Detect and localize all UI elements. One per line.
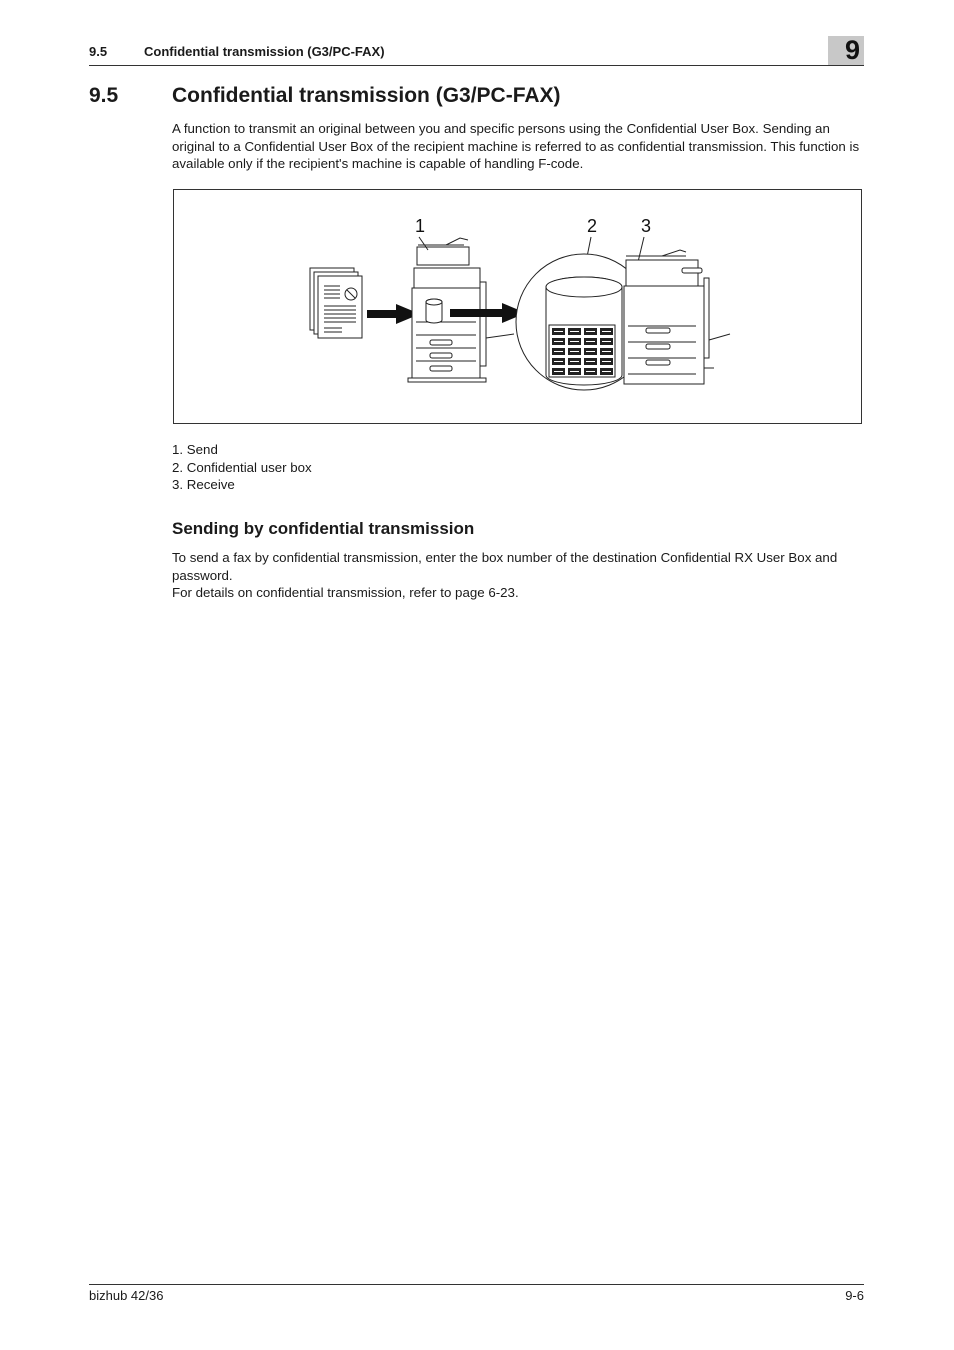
- chapter-number: 9: [844, 35, 860, 65]
- figure-legend: [172, 441, 312, 494]
- transmission-illustration: [174, 190, 863, 425]
- callout-3: 3: [641, 216, 652, 236]
- page-footer: [89, 1284, 864, 1309]
- header-section-title: Confidential transmission (G3/PC-FAX): [144, 44, 385, 59]
- footer-page-number: 9-6: [845, 1288, 864, 1303]
- callout-1: 1: [415, 216, 426, 236]
- original-document-icon: [310, 268, 362, 338]
- chapter-tab: [828, 36, 864, 65]
- legend-item-receive: 3. Receive: [172, 477, 235, 493]
- legend-item-confidential-user-box: 2. Confidential user box: [172, 459, 312, 475]
- subsection-heading: Sending by confidential transmission: [172, 519, 475, 538]
- section-number: 9.5: [89, 84, 119, 107]
- page-header: [89, 40, 864, 66]
- intro-paragraph: A function to transmit an original between you and specific persons using the Confidential User Box. Sending an original to a Confidential User Box of the recipient machine is referred to as confidential transmission. This function is available only if the recipient's machine is capable of handling F-code.: [172, 121, 860, 172]
- section-title: Confidential transmission (G3/PC-FAX): [172, 84, 561, 107]
- subsection-paragraph-1: To send a fax by confidential transmission, enter the box number of the destination Confidential RX User Box and password.: [172, 550, 838, 583]
- header-section-number: 9.5: [89, 44, 108, 59]
- confidential-transmission-figure: [173, 189, 862, 424]
- legend-item-send: 1. Send: [172, 442, 218, 457]
- section-heading: [89, 84, 561, 108]
- receiver-machine-icon: [624, 250, 730, 384]
- subsection-paragraph-2: For details on confidential transmission, refer to page 6-23.: [172, 585, 519, 601]
- subsection-body: [172, 549, 864, 602]
- footer-product: bizhub 42/36: [89, 1288, 164, 1303]
- callout-2: 2: [587, 216, 598, 236]
